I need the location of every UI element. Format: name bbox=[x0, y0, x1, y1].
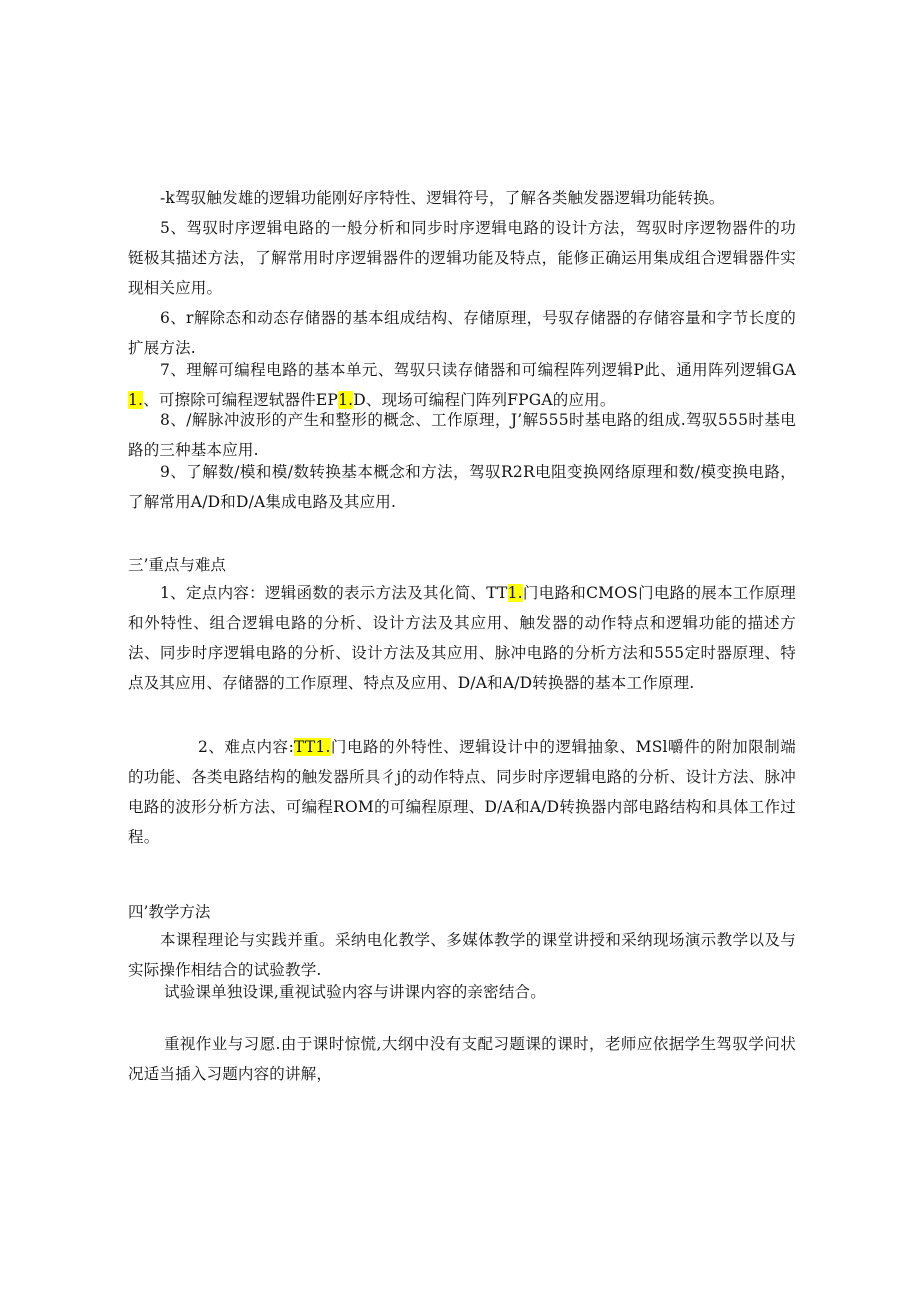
key-point-2-text-b: 门电路的外特性、逻辑设计中的逻辑抽象、MSl嚼件的附加限制端的功能、各类电路结构的触发器所具彳j的动作特点、同步时序逻辑电路的分析、设计方法、脉冲电路的波形分析方法、可编程ROM的可编程原理、D/A和A/D转换器内部电路结构和具体工作过程。 bbox=[128, 738, 796, 846]
objective-item-8: 8、/解脉冲波形的产生和整形的概念、工作原理，J’解555时基电路的组成.驾驭555时基电路的三种基本应用. bbox=[128, 411, 796, 459]
objective-item-6: 6、r解除态和动态存储器的基本组成结构、存储原理，号驭存储器的存储容量和字节长度的扩展方法. bbox=[128, 309, 796, 357]
objective-item-9: 9、了解数/模和模/数转换基本概念和方法，驾驭R2R电阻变换网络原理和数/模变换电路，了解常用A/D和D/A集成电路及其应用. bbox=[128, 463, 796, 511]
key-point-2 bbox=[128, 732, 796, 852]
objective-item-7-text-b: 、可擦除可编程逻轼器件EP bbox=[143, 391, 339, 409]
highlight-mark: 1. bbox=[338, 391, 354, 409]
key-point-1 bbox=[128, 578, 796, 698]
highlight-mark: TT1. bbox=[294, 738, 331, 756]
key-point-1-text-a: 1、定点内容：逻辑函数的表示方法及其化简、TT bbox=[160, 584, 508, 602]
key-point-1-text-b: 门电路和CMOS门电路的展本工作原理和外特性、组合逻辑电路的分析、设计方法及其应用、触发器的动作特点和逻辑功能的描述方法、同步时序逻辑电路的分析、设计方法及其应用、脉冲电路的分析方法和555定时器原理、特点及其应用、存储器的工作原理、特点及应用、D/A和A/D转换器的基本工作原理. bbox=[128, 584, 796, 692]
section-heading-teaching-methods: 四’教学方法 bbox=[128, 903, 211, 921]
method-paragraph-1: 本课程理论与实践并重。采纳电化教学、多媒体教学的课堂讲授和采纳现场演示教学以及与实际操作相结合的试验教学. bbox=[128, 931, 796, 979]
section-heading-key-points: 三’重点与难点 bbox=[128, 556, 226, 574]
highlight-mark: 1. bbox=[128, 391, 144, 409]
objective-item-7-text-c: D、现场可编程门阵列FPGA的应用。 bbox=[353, 391, 616, 409]
method-paragraph-3: 重视作业与习愿.由于课时惊慌,大纲中没有支配习题课的课时，老师应依据学生驾驭学问状况适当插入习题内容的讲解， bbox=[128, 1035, 796, 1083]
key-point-2-text-a: 2、难点内容: bbox=[198, 738, 295, 756]
objective-item-4: -k驾驭触发雄的逻辑功能刚好序特性、逻辑符号，了解各类触发器逻辑功能转换。 bbox=[160, 189, 725, 207]
method-paragraph-2: 试验课单独设课,重视试验内容与讲课内容的亲密结合。 bbox=[164, 983, 546, 1001]
highlight-mark: 1. bbox=[507, 584, 523, 602]
objective-item-7-text-a: 7、理解可编程电路的基本单元、驾驭只读存储器和可编程阵列逻辑P此、通用阵列逻辑GA bbox=[160, 361, 796, 379]
objective-item-5: 5、驾驭时序逻辑电路的一般分析和同步时序逻辑电路的设计方法，驾驭时序逻物器件的功铤极其描述方法，了解常用时序逻辑器件的逻辑功能及特点，能修正确运用集成组合逻辑器件实现相关应用。 bbox=[128, 219, 796, 297]
